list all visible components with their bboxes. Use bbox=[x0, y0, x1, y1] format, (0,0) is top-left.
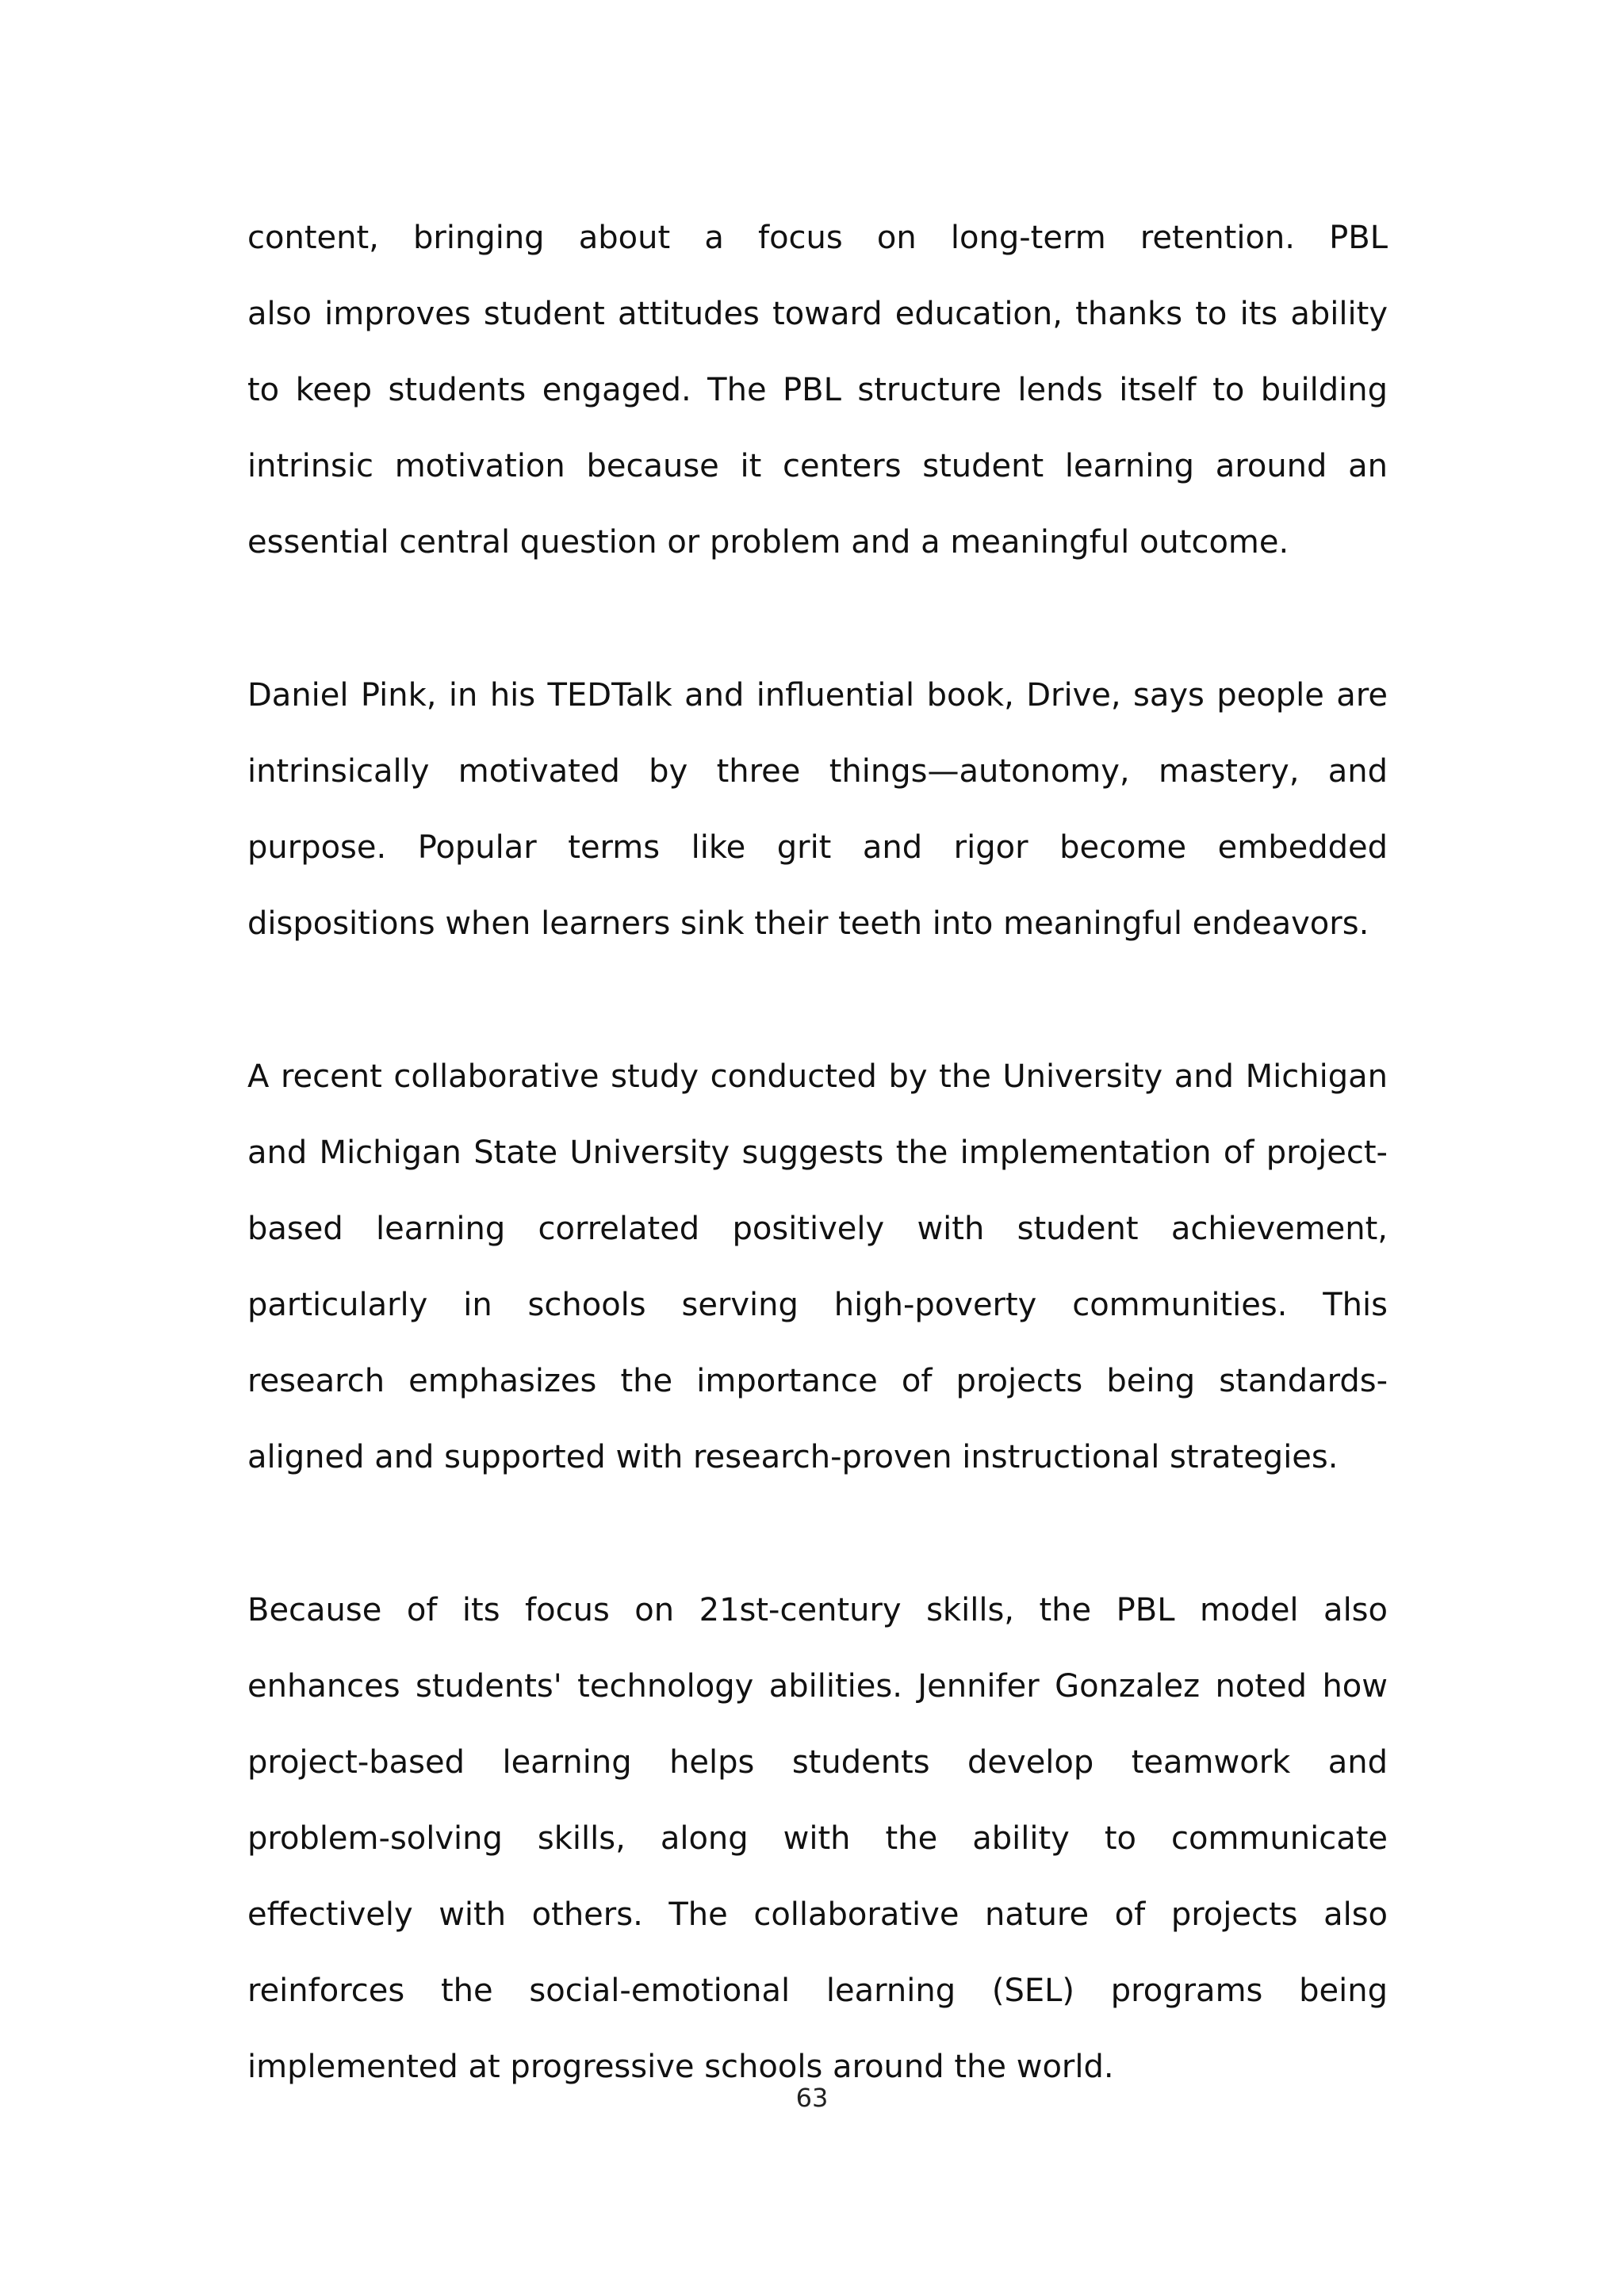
text-line: based learning correlated positively with student achievement, bbox=[247, 1211, 1388, 1247]
text-line: dispositions when learners sink their teeth into meaningful endeavors. bbox=[247, 905, 1369, 942]
text-line: Daniel Pink, in his TEDTalk and influential book, Drive, says people are bbox=[247, 677, 1388, 714]
text-line: Because of its focus on 21st-century skills, the PBL model also bbox=[247, 1592, 1388, 1628]
text-line: enhances students' technology abilities. Jennifer Gonzalez noted how bbox=[247, 1668, 1388, 1705]
page-number: 63 bbox=[795, 2083, 829, 2113]
paragraph-michigan-study bbox=[247, 1039, 1388, 1495]
text-line: to keep students engaged. The PBL structure lends itself to building bbox=[247, 372, 1388, 408]
text-line: project-based learning helps students develop teamwork and bbox=[247, 1744, 1388, 1781]
text-line: content, bringing about a focus on long-term retention. PBL bbox=[247, 220, 1388, 256]
paragraph-retention bbox=[247, 200, 1388, 580]
text-line: A recent collaborative study conducted by the University and Michigan bbox=[247, 1058, 1388, 1095]
text-line: reinforces the social-emotional learning (SEL) programs being bbox=[247, 1973, 1388, 2009]
text-line: problem-solving skills, along with the ability to communicate bbox=[247, 1820, 1388, 1857]
paragraph-21st-century-skills bbox=[247, 1572, 1388, 2105]
text-line: particularly in schools serving high-poverty communities. This bbox=[247, 1287, 1388, 1323]
text-line: effectively with others. The collaborative nature of projects also bbox=[247, 1896, 1388, 1933]
text-line: research emphasizes the importance of projects being standards- bbox=[247, 1363, 1388, 1399]
text-line: essential central question or problem and a meaningful outcome. bbox=[247, 524, 1289, 561]
body-text bbox=[247, 200, 1388, 2182]
text-line: implemented at progressive schools around the world. bbox=[247, 2049, 1114, 2085]
text-line: also improves student attitudes toward education, thanks to its ability bbox=[247, 296, 1388, 332]
text-line: and Michigan State University suggests the implementation of project- bbox=[247, 1135, 1388, 1171]
text-line: intrinsic motivation because it centers student learning around an bbox=[247, 448, 1388, 484]
text-line: purpose. Popular terms like grit and rigor become embedded bbox=[247, 829, 1388, 866]
text-line: aligned and supported with research-proven instructional strategies. bbox=[247, 1439, 1339, 1475]
paragraph-daniel-pink bbox=[247, 657, 1388, 962]
text-line: intrinsically motivated by three things—autonomy, mastery, and bbox=[247, 753, 1388, 790]
